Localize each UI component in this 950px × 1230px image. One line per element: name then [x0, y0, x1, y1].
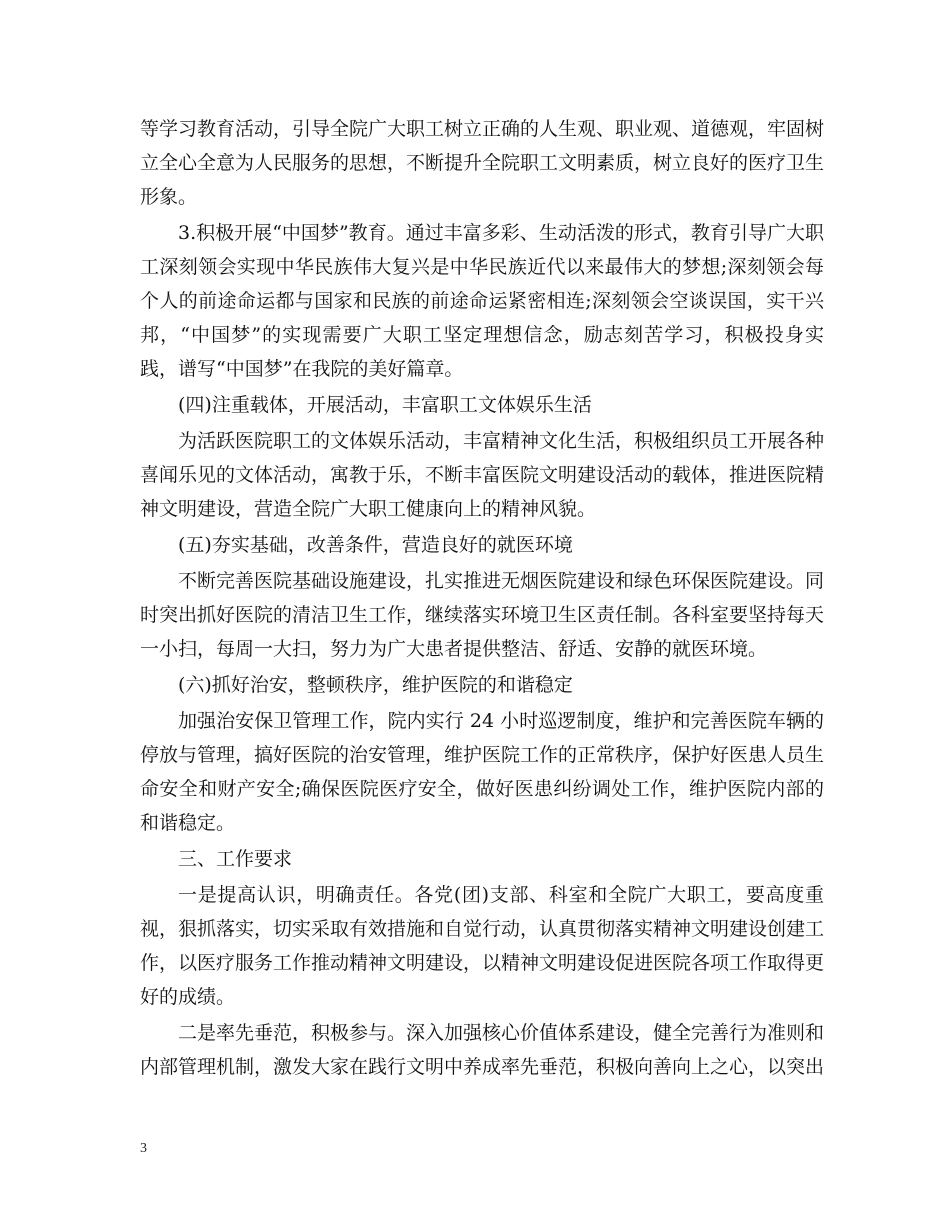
- paragraph-security: 加强治安保卫管理工作，院内实行 24 小时巡逻制度，维护和完善医院车辆的停放与管理，搞好医院的治安管理，维护医院工作的正常秩序，保护好医患人员生命安全和财产安全;确保医院医疗安全，做好医患纠纷调处工作，维护医院内部的和谐稳定。: [140, 710, 825, 834]
- document-body: [140, 112, 824, 1086]
- section-heading-4: (四)注重载体，开展活动，丰富职工文体娱乐生活: [178, 394, 592, 416]
- paragraph-requirement-2: 二是率先垂范，积极参与。深入加强核心价值体系建设，健全完善行为准则和内部管理机制，激发大家在践行文明中养成率先垂范，积极向善向上之心，以突出: [140, 1022, 825, 1078]
- section-heading-requirements: 三、工作要求: [178, 848, 293, 870]
- paragraph-culture-activities: 为活跃医院职工的文体娱乐活动，丰富精神文化生活，积极组织员工开展各种喜闻乐见的文体活动，寓教于乐，不断丰富医院文明建设活动的载体，推进医院精神文明建设，营造全院广大职工健康向上的精神风貌。: [140, 430, 825, 520]
- page-number: 3: [140, 1141, 147, 1156]
- paragraph-infrastructure: 不断完善医院基础设施建设，扎实推进无烟医院建设和绿色环保医院建设。同时突出抓好医院的清洁卫生工作，继续落实环境卫生区责任制。各科室要坚持每天一小扫，每周一大扫，努力为广大患者提供整洁、舒适、安静的就医环境。: [140, 570, 825, 660]
- section-heading-6: (六)抓好治安，整顿秩序，维护医院的和谐稳定: [178, 674, 573, 696]
- paragraph-chinese-dream: 3.积极开展“中国梦”教育。通过丰富多彩、生动活泼的形式，教育引导广大职工深刻领会实现中华民族伟大复兴是中华民族近代以来最伟大的梦想;深刻领会每个人的前途命运都与国家和民族的前途命运紧密相连;深刻领会空谈误国，实干兴邦，“中国梦”的实现需要广大职工坚定理想信念，励志刻苦学习，积极投身实践，谱写“中国梦”在我院的美好篇章。: [140, 222, 824, 380]
- paragraph-requirement-1: 一是提高认识，明确责任。各党(团)支部、科室和全院广大职工，要高度重视，狠抓落实，切实采取有效措施和自觉行动，认真贯彻落实精神文明建设创建工作，以医疗服务工作推动精神文明建设，以精神文明建设促进医院各项工作取得更好的成绩。: [140, 884, 825, 1008]
- paragraph-continuation: 等学习教育活动，引导全院广大职工树立正确的人生观、职业观、道德观，牢固树立全心全意为人民服务的思想，不断提升全院职工文明素质，树立良好的医疗卫生形象。: [140, 118, 825, 208]
- section-heading-5: (五)夯实基础，改善条件，营造良好的就医环境: [178, 534, 573, 556]
